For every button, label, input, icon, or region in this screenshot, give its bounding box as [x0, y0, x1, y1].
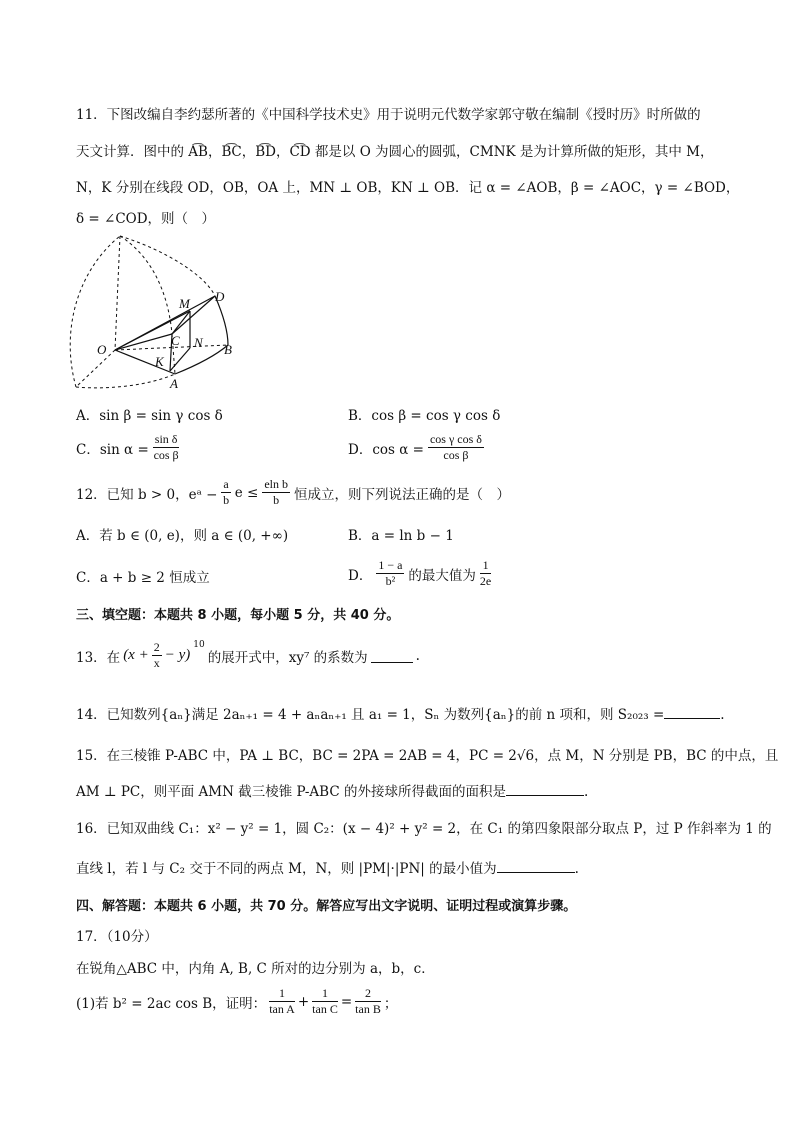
q12-frac2 [262, 477, 290, 508]
q12-option-d-value-num: 1 [480, 558, 491, 574]
q16-line2-wrap [76, 857, 579, 877]
q11-option-d-fraction [428, 432, 484, 463]
q13-text: 的展开式中，xy⁷ 的系数为 [207, 649, 368, 666]
q16-line1: 16．已知双曲线 C₁：x² − y² = 1，圆 C₂：(x − 4)² + y² = 2，在 C₁ 的第四象限部分取点 P，过 P 作斜率为 1 的 [76, 821, 772, 837]
q16-answer-blank[interactable] [497, 858, 575, 873]
outer-arc-bottom [76, 374, 175, 388]
q12-option-d-prefix: D． [348, 567, 373, 584]
q12-frac2-den: b [273, 493, 280, 507]
arc-c [120, 236, 172, 334]
q12-stem-b: e ≤ [234, 484, 259, 501]
q11-option-d [348, 432, 484, 463]
q12-option-d-den: b² [385, 574, 396, 588]
q17-line1: 在锐角△ABC 中，内角 A, B, C 所对的边分别为 a，b，c． [76, 961, 435, 977]
q12-option-d-mid: 的最大值为 [408, 567, 476, 584]
q17-frac2-den: tan C [312, 1002, 338, 1016]
q15-answer-blank[interactable] [506, 781, 584, 796]
q17-end: ； [383, 995, 398, 1012]
label-a: A [170, 376, 178, 391]
q11-option-d-den: cos β [443, 448, 469, 462]
q15-line1: 15．在三棱锥 P-ABC 中，PA ⊥ BC，BC = 2PA = 2AB = 4，PC = 2√6，点 M，N 分别是 PB，BC 的中点，且 [76, 748, 779, 764]
q11-option-a: A．sin β = sin γ cos δ [76, 408, 223, 424]
q12-option-a: A．若 b ∈ (0, e)，则 a ∈ (0, +∞) [76, 528, 289, 544]
q17-frac1-den: tan A [269, 1002, 295, 1016]
q17-frac2 [312, 986, 338, 1017]
outer-arc-top [120, 236, 215, 296]
q12-option-d-num: 1 − a [378, 558, 403, 572]
q15-line2: AM ⊥ PC，则平面 AMN 截三棱锥 P-ABC 的外接球所得截面的面积是 [76, 784, 506, 800]
label-o: O [97, 342, 107, 357]
q12-option-d-value-den: 2e [479, 574, 492, 588]
q13-frac-num: 2 [153, 640, 160, 654]
q17-frac3-num: 2 [355, 986, 381, 1002]
q12-frac1 [221, 477, 230, 508]
q11-option-c-fraction [153, 432, 180, 463]
q13-frac-den: x [153, 656, 160, 670]
q15-end: . [583, 784, 589, 800]
q14-text: 14．已知数列{aₙ}满足 2aₙ₊₁ = 4 + aₙaₙ₊₁ 且 a₁ = 1，Sₙ 为数列{aₙ}的前 n 项和，则 S₂₀₂₃ = [76, 707, 665, 723]
q11-option-b: B．cos β = cos γ cos δ [348, 408, 501, 424]
label-k: K [155, 354, 164, 369]
q16-end: . [574, 861, 579, 877]
q13-frac [152, 640, 162, 671]
q17-plus: + [297, 993, 310, 1010]
q14-answer-blank[interactable] [664, 704, 720, 719]
outer-arc-left [70, 236, 120, 387]
q14-end: . [720, 707, 725, 723]
q15-line2-wrap [76, 780, 588, 800]
q17-part1-prefix: (1)若 b² = 2ac cos B，证明： [76, 995, 267, 1012]
q11-line1: 11．下图改编自李约瑟所著的《中国科学技术史》用于说明元代数学家郭守敬在编制《授时历》时所做的 [76, 107, 701, 123]
geometry-figure [60, 232, 250, 396]
q12-option-d-value [480, 558, 491, 589]
q11-option-c-num: sin δ [154, 432, 178, 446]
axis-left [76, 350, 115, 387]
q17-frac1-num: 1 [269, 986, 295, 1002]
q13-prefix: 13．在 [76, 649, 121, 666]
q12-frac2-num: eln b [264, 477, 288, 491]
q11-option-c-den: cos β [153, 448, 179, 462]
q17-frac3-den: tan B [355, 1002, 381, 1016]
q12-stem-c: 恒成立，则下列说法正确的是（ ） [294, 486, 510, 503]
segment-kn [170, 348, 190, 371]
q12-frac1-den: b [223, 493, 230, 507]
q14 [76, 703, 725, 723]
q12-stem-a: 12．已知 b > 0，eᵃ − [76, 486, 218, 503]
q11-option-c [76, 432, 179, 463]
q12-frac1-num: a [223, 477, 229, 491]
section-3-heading: 三、填空题：本题共 8 小题，每小题 5 分，共 40 分。 [76, 608, 400, 623]
axis-vertical [115, 236, 120, 350]
q17-heading: 17．（10分） [76, 929, 158, 945]
q17-part1 [76, 986, 397, 1017]
label-b: B [224, 342, 232, 357]
q16-line2: 直线 l，若 l 与 C₂ 交于不同的两点 M，N，则 |PM|·|PN| 的最小值为 [76, 861, 497, 877]
q11-option-d-prefix: D．cos α = [348, 441, 424, 458]
q13-answer-blank[interactable] [371, 648, 413, 663]
q13-expr-b: − y) [164, 647, 191, 663]
q12-stem [76, 477, 510, 508]
q13-exponent: 10 [193, 640, 205, 650]
section-4-heading: 四、解答题：本题共 6 小题，共 70 分。解答应写出文字说明、证明过程或演算步骤。 [76, 899, 577, 914]
q11-option-c-prefix: C．sin α = [76, 441, 149, 458]
q17-frac2-num: 1 [312, 986, 338, 1002]
q17-frac3 [355, 986, 381, 1017]
q11-line4: δ = ∠COD，则（ ） [76, 211, 216, 227]
label-n: N [194, 335, 203, 350]
q11-line2: 天文计算．图中的 A͡B，B͡C，B͡D，C͡D 都是以 O 为圆心的圆弧，CMNK 是为计算所做的矩形，其中 M， [76, 144, 714, 160]
q11-option-d-num: cos γ cos δ [429, 432, 482, 446]
q12-option-d-frac [376, 558, 404, 589]
q17-frac1 [269, 986, 295, 1017]
q12-option-c: C．a + b ≥ 2 恒成立 [76, 570, 210, 586]
segment-oa [115, 350, 175, 374]
q13-expr-a: (x + [123, 647, 149, 663]
label-m: M [179, 296, 190, 311]
q13 [76, 640, 420, 671]
q11-line3: N，K 分别在线段 OD，OB，OA 上，MN ⊥ OB，KN ⊥ OB．记 α = ∠AOB，β = ∠AOC，γ = ∠BOD， [76, 180, 740, 196]
q17-equals: = [340, 993, 353, 1010]
q12-option-b: B．a = ln b − 1 [348, 528, 454, 544]
q12-option-d [348, 558, 491, 589]
label-c: C [171, 333, 180, 348]
q13-end: . [415, 647, 420, 664]
label-d: D [215, 289, 225, 304]
